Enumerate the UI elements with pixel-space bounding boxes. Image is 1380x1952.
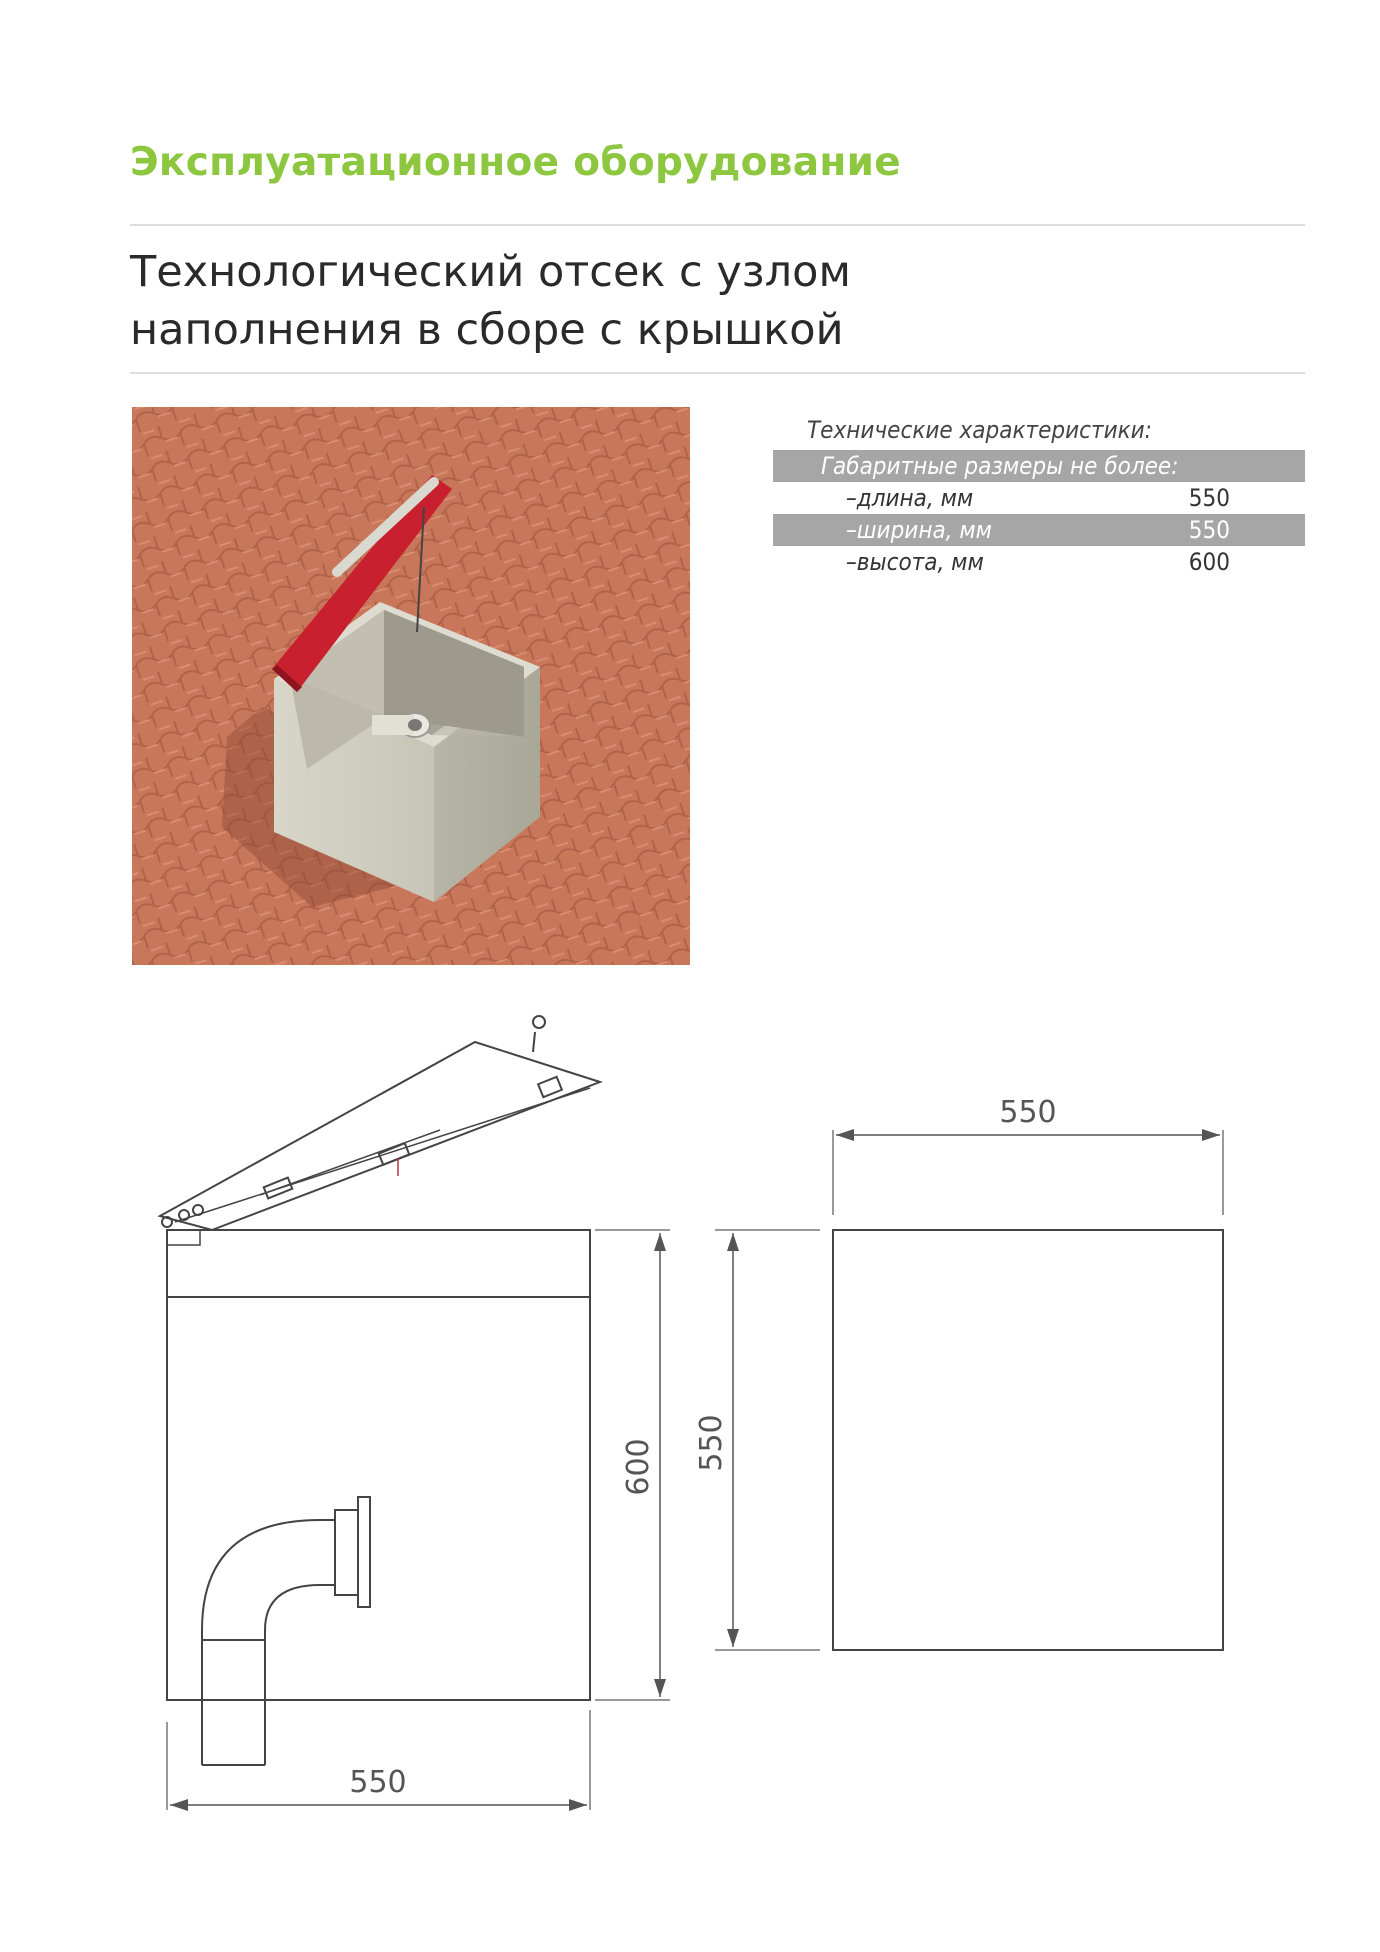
dim-front-width: 550	[349, 1765, 407, 1800]
product-title-line-1: Технологический отсек с узлом	[130, 247, 851, 297]
spec-label: –длина, мм	[846, 484, 974, 512]
specs-group-label: Габаритные размеры не более:	[821, 452, 1179, 480]
divider-top	[130, 224, 1305, 226]
product-title-line-2: наполнения в сборе с крышкой	[130, 305, 844, 355]
spec-value: 600	[1188, 548, 1230, 576]
divider-bottom	[130, 372, 1305, 374]
product-title	[130, 243, 851, 359]
spec-label: –высота, мм	[846, 548, 984, 576]
technical-drawing	[0, 990, 1380, 1870]
section-title: Эксплуатационное оборудование	[130, 140, 901, 185]
specs-group-row	[773, 450, 1305, 482]
spec-row-width	[773, 514, 1305, 546]
spec-label: –ширина, мм	[846, 516, 992, 544]
spec-value: 550	[1188, 484, 1230, 512]
specs-heading: Технические характеристики:	[807, 416, 1152, 444]
dim-front-height: 600	[621, 1438, 656, 1496]
spec-row-height	[773, 546, 1305, 578]
dim-side-height: 550	[694, 1414, 729, 1472]
dim-top-width: 550	[999, 1095, 1057, 1130]
spec-row-length	[773, 482, 1305, 514]
product-photo	[132, 407, 690, 965]
specs-table	[773, 410, 1305, 578]
spec-value: 550	[1188, 516, 1230, 544]
